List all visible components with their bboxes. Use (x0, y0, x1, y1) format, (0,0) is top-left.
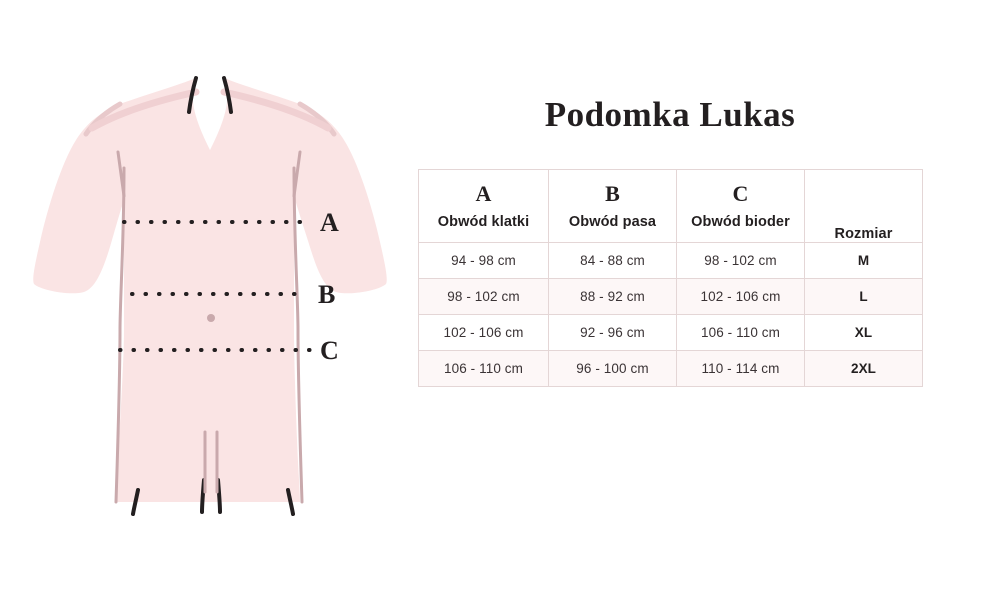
column-label-hips: Obwód bioder (691, 213, 790, 230)
table-header (419, 170, 923, 243)
column-letter-b: B (605, 181, 620, 207)
measure-label-c: C (320, 336, 339, 365)
cell-waist: 92 - 96 cm (549, 315, 677, 351)
cell-size: M (805, 243, 923, 279)
cell-size: XL (805, 315, 923, 351)
table-row (419, 243, 923, 279)
robe-drawing (0, 0, 420, 598)
table-header-row (419, 170, 923, 243)
cell-waist: 88 - 92 cm (549, 279, 677, 315)
cell-hips: 106 - 110 cm (677, 315, 805, 351)
button-dot (207, 314, 215, 322)
column-letter-a: A (475, 181, 492, 207)
cell-waist: 96 - 100 cm (549, 351, 677, 387)
cell-hips: 102 - 106 cm (677, 279, 805, 315)
page-title: Podomka Lukas (544, 95, 796, 134)
column-header-waist (549, 170, 677, 243)
cell-hips: 98 - 102 cm (677, 243, 805, 279)
measure-label-b: B (318, 280, 336, 309)
column-label-waist: Obwód pasa (568, 213, 657, 230)
cell-waist: 84 - 88 cm (549, 243, 677, 279)
size-table (418, 169, 923, 387)
cell-chest: 106 - 110 cm (419, 351, 549, 387)
cell-hips: 110 - 114 cm (677, 351, 805, 387)
column-label-chest: Obwód klatki (437, 213, 530, 230)
cell-chest: 102 - 106 cm (419, 315, 549, 351)
cell-size: L (805, 279, 923, 315)
measure-label-a: A (320, 208, 339, 237)
table-body (419, 243, 923, 387)
cell-chest: 94 - 98 cm (419, 243, 549, 279)
size-chart-panel (418, 95, 958, 387)
cell-chest: 98 - 102 cm (419, 279, 549, 315)
column-header-size (805, 170, 923, 243)
column-header-hips (677, 170, 805, 243)
column-letter-c: C (732, 181, 749, 207)
table-row (419, 279, 923, 315)
table-row (419, 351, 923, 387)
cell-size: 2XL (805, 351, 923, 387)
column-header-chest (419, 170, 549, 243)
column-label-size: Rozmiar (834, 226, 893, 242)
table-row (419, 315, 923, 351)
garment-illustration (0, 0, 420, 598)
